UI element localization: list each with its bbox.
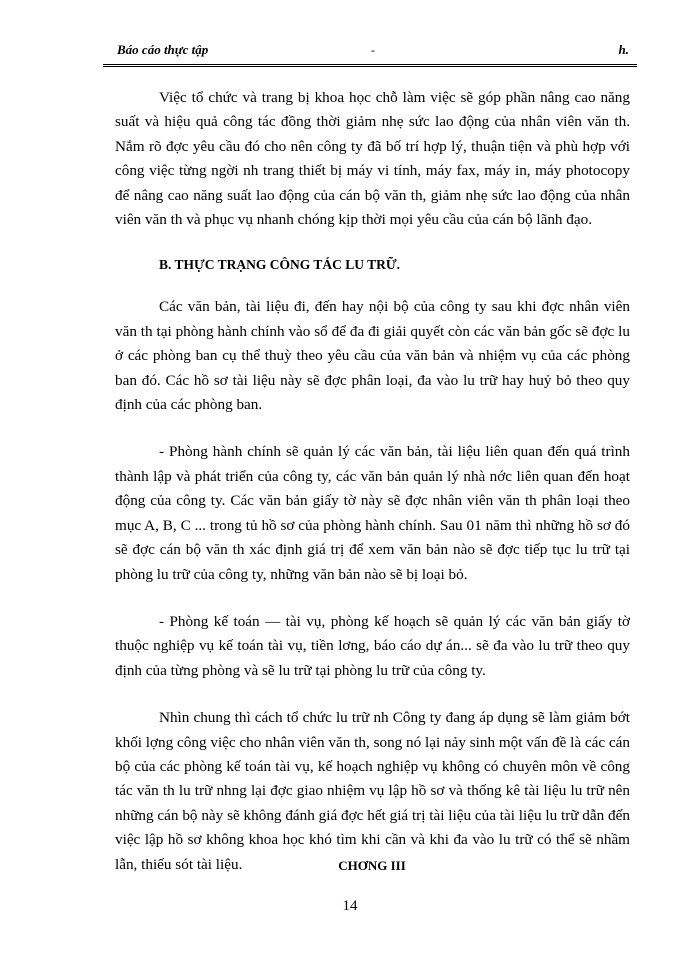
header-title: Báo cáo thực tập [117,42,209,57]
document-body [115,86,630,900]
header-right-text: h. [618,42,629,57]
section-heading: B. THỰC TRẠNG CÔNG TÁC LU TRỮ. [159,257,401,273]
section-paragraph: - Phòng hành chính sẽ quản lý các văn bản, tài liệu liên quan đến quá trình thành lập và phát triển của công ty, các văn bản quản lý nhà nớc liên quan đến hoạt động của công ty. Các văn bản giấy tờ này sẽ đợc nhân viên văn th phân loại theo mục A, B, C ... trong tủ hồ sơ của phòng hành chính. Sau 01 năm thì những hồ sơ đó sẽ đợc cán bộ văn th xác định giá trị để xem văn bản nào sẽ đợc tiếp tục lu trữ tại phòng lu trữ của công ty, những văn bản nào sẽ bị loại bỏ. [115,443,630,583]
header-separator: - [371,43,375,57]
chapter-heading: CHƠNG III [338,858,406,873]
section-paragraph: - Phòng kế toán — tài vụ, phòng kế hoạch sẽ quản lý các văn bản giấy tờ thuộc nghiệp vụ kế toán tài vụ, tiền lơng, báo cáo dự án... sẽ đa vào lu trữ theo quy định của từng phòng và sẽ lu trữ tại phòng lu trữ của công ty. [115,612,630,679]
page-header [103,42,637,67]
section-paragraph: Nhìn chung thì cách tổ chức lu trữ nh Công ty đang áp dụng sẽ làm giảm bớt khối lợng công việc cho nhân viên văn th, song nó lại nảy sinh một vấn đề là các cán bộ của các phòng kế toán tài vụ, kế hoạch nghiệp vụ không có chuyên môn về công tác văn th lu trữ nhng lại đợc giao nhiệm vụ lập hồ sơ và thống kê tài liệu lu trữ nên những cán bộ này sẽ không đánh giá đợc hết giá trị tài liệu của tài liệu lu trữ dẫn đến việc lập hồ sơ không khoa học khó tìm khi cần và khi đa vào lu trữ có thể sẽ nhầm lẫn, thiếu sót tài liệu. [115,709,630,873]
page-number: 14 [342,898,358,914]
intro-paragraph: Việc tổ chức và trang bị khoa học chỗ làm việc sẽ góp phần nâng cao năng suất và hiệu quả công tác đồng thời giảm nhẹ sức lao động của nhân viên văn th. Nắm rõ đợc yêu cầu đó cho nên công ty đã bố trí hợp lý, thuận tiện và phù hợp với công việc từng ngời nh trang thiết bị máy vi tính, máy fax, máy in, máy photocopy để nâng cao năng suất lao động của cán bộ văn th, giảm nhẹ sức lao động của nhân viên văn th và phục vụ nhanh chóng kịp thời mọi yêu cầu của cán bộ lãnh đạo. [115,89,630,229]
section-paragraph: Các văn bản, tài liệu đi, đến hay nội bộ của công ty sau khi đợc nhân viên văn th tại phòng hành chính vào sổ để đa đi giải quyết còn các văn bản gốc sẽ đợc lu ở các phòng ban cụ thể thuỳ theo yêu cầu của văn bản và nhiệm vụ của các phòng ban đó. Các hồ sơ tài liệu này sẽ đợc phân loại, đa vào lu trữ hay huỷ bỏ theo quy định của các phòng ban. [115,298,630,414]
